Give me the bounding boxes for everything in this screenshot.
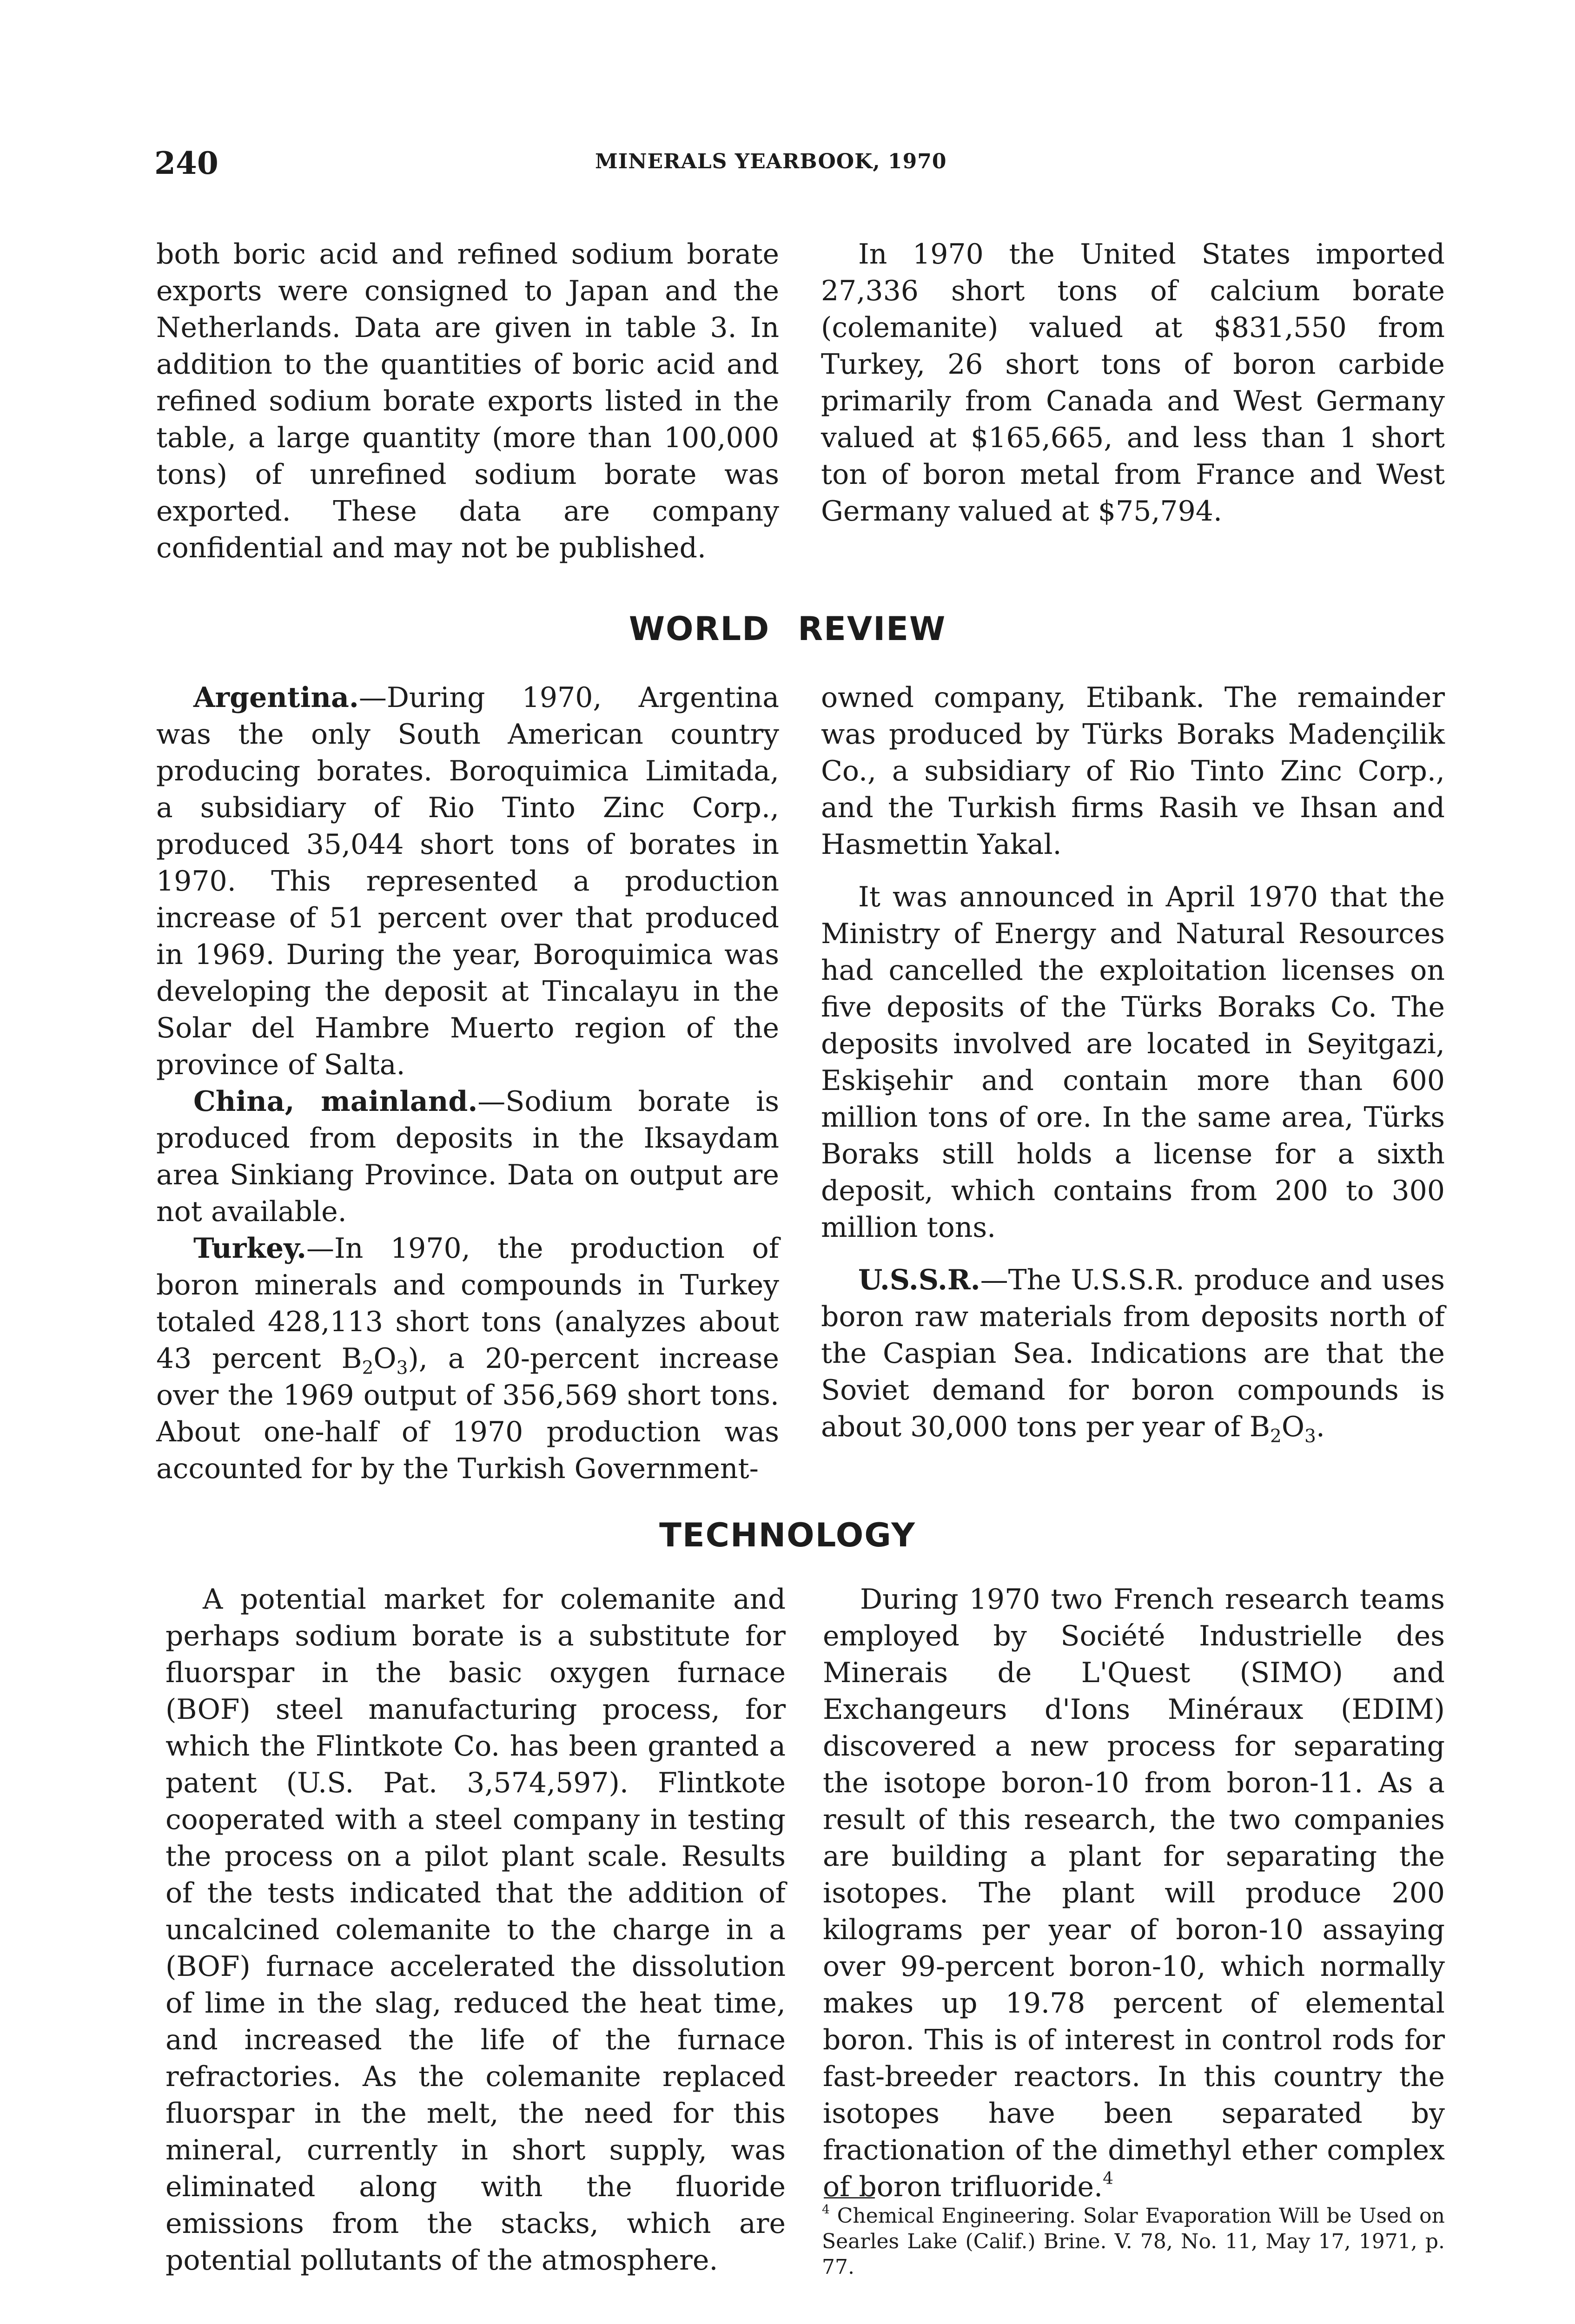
world-review-heading-word1: WORLD — [629, 610, 770, 648]
licenses-paragraph: It was announced in April 1970 that the Ministry of Energy and Natural Resources had cancelled the exploitation licenses on five deposits of the Türks Boraks Co. The deposits involved are located in Seyitgazi, Eskişehir and contain more than 600 million tons of ore. In the same area, Türks Boraks still holds a license for a sixth deposit, which contains from 200 to 300 million tons. — [821, 881, 1445, 1244]
intro-right-column — [821, 236, 1445, 530]
technology-left-paragraph: A potential market for colemanite and perhaps sodium borate is a substitute for fluorspar in the basic oxygen furnace (BOF) steel manufacturing process, for which the Flintkote Co. has been granted a patent (U.S. Pat. 3,574,597). Flintkote cooperated with a steel company in testing the process on a pilot plant scale. Results of the tests indicated that the addition of uncalcined colemanite to the charge in a (BOF) furnace accelerated the dissolution of lime in the slag, reduced the heat time, and increased the life of the furnace refractories. As the colemanite replaced fluorspar in the melt, the need for this mineral, currently in short supply, was eliminated along with the fluoride emissions from the stacks, which are potential pollutants of the atmosphere. — [165, 1583, 786, 2277]
argentina-text: —During 1970, Argentina was the only South American country producing borates. Boroquimica Limitada, a subsidiary of Rio Tinto Zinc Corp., produced 35,044 short tons of borates in 1970. This represented a production increase of 51 percent over that produced in 1969. During the year, Boroquimica was developing the deposit at Tincalayu in the Solar del Hambre Muerto region of the province of Salta. — [156, 681, 779, 1081]
intro-left-paragraph: both boric acid and refined sodium borate exports were consigned to Japan and the Netherlands. Data are given in table 3. In addition to the quantities of boric acid and refined sodium borate exports listed in the table, a large quantity (more than 100,000 tons) of unrefined sodium borate was exported. These data are company confidential and may not be published. — [156, 238, 779, 564]
turkey-b2o3-sub3: 3 — [396, 1358, 408, 1379]
footnote-reference: 4 — [1103, 2169, 1113, 2188]
running-title: MINERALS YEARBOOK, 1970 — [595, 150, 947, 173]
intro-left-column — [156, 236, 779, 567]
turkey-text-a: —In 1970, the production of boron minerals and compounds in Turkey totaled 428,113 short tons (analyzes about 43 percent B — [156, 1232, 779, 1375]
technology-left-column — [165, 1581, 786, 2279]
ussr-text: —The U.S.S.R. produce and uses boron raw materials from deposits north of the Caspian Sea. Indications are that the Soviet demand for boron compounds is about 30,000 tons per year of B — [821, 1264, 1445, 1443]
ussr-paragraph — [821, 1262, 1445, 1446]
world-review-right-column — [821, 680, 1445, 1446]
footnote-text: Chemical Engineering. Solar Evaporation Will be Used on Searles Lake (Calif.) Brine. V. 78, No. 11, May 17, 1971, p. 77. — [822, 2204, 1445, 2279]
turkey-paragraph — [156, 1230, 779, 1487]
turkey-continued-paragraph: owned company, Etibank. The remainder was produced by Türks Boraks Madençilik Co., a subsidiary of Rio Tinto Zinc Corp., and the Turkish firms Rasih ve Ihsan and Hasmettin Yakal. — [821, 681, 1445, 861]
china-heading: China, mainland. — [193, 1085, 478, 1118]
turkey-text-b: ), a 20-percent increase over the 1969 output of 356,569 short tons. About one-half of 1970 production was accounted for by the Turkish Government- — [156, 1342, 780, 1485]
argentina-heading: Argentina. — [193, 681, 359, 714]
intro-right-paragraph: In 1970 the United States imported 27,336 short tons of calcium borate (colemanite) valued at $831,550 from Turkey, 26 short tons of boron carbide primarily from Canada and West Germany valued at $165,665, and less than 1 short ton of boron metal from France and West Germany valued at $75,794. — [821, 238, 1445, 528]
world-review-heading-word2: REVIEW — [798, 610, 946, 648]
ussr-b2o3-sub2: 2 — [1270, 1426, 1282, 1447]
technology-right-paragraph — [823, 1581, 1445, 2205]
technology-right-text: During 1970 two French research teams employed by Société Industrielle des Minerais de L'Quest (SIMO) and Exchangeurs d'Ions Minéraux (EDIM) discovered a new process for separating the isotope boron-10 from boron-11. As a result of this research, the two companies are building a plant for separating the isotopes. The plant will produce 200 kilograms per year of boron-10 assaying over 99-percent boron-10, which normally makes up 19.78 percent of elemental boron. This is of interest in control rods for fast-breeder reactors. In this country the isotopes have been separated by fractionation of the dimethyl ether complex of boron trifluoride. — [823, 1583, 1445, 2203]
ussr-heading: U.S.S.R. — [858, 1264, 980, 1296]
china-text: —Sodium borate is produced from deposits in the Iksaydam area Sinkiang Province. Data on output are not available. — [156, 1085, 779, 1228]
turkey-b2o3-sub2: 2 — [362, 1358, 374, 1379]
argentina-paragraph — [156, 680, 779, 1083]
footnote-marker: 4 — [822, 2202, 830, 2217]
turkey-heading: Turkey. — [193, 1232, 306, 1265]
ussr-text-end: . — [1316, 1411, 1325, 1443]
world-review-left-column — [156, 680, 779, 1487]
technology-heading: TECHNOLOGY — [659, 1516, 916, 1554]
technology-right-column — [823, 1581, 1445, 2205]
footnote — [822, 2203, 1445, 2280]
footnote-rule — [824, 2197, 875, 2199]
ussr-b2o3-sub3: 3 — [1304, 1426, 1316, 1447]
china-paragraph — [156, 1083, 779, 1230]
world-review-heading — [0, 610, 1575, 648]
turkey-b2o3-o: O — [373, 1342, 397, 1375]
page-number: 240 — [154, 145, 218, 181]
ussr-b2o3-o: O — [1281, 1411, 1305, 1443]
